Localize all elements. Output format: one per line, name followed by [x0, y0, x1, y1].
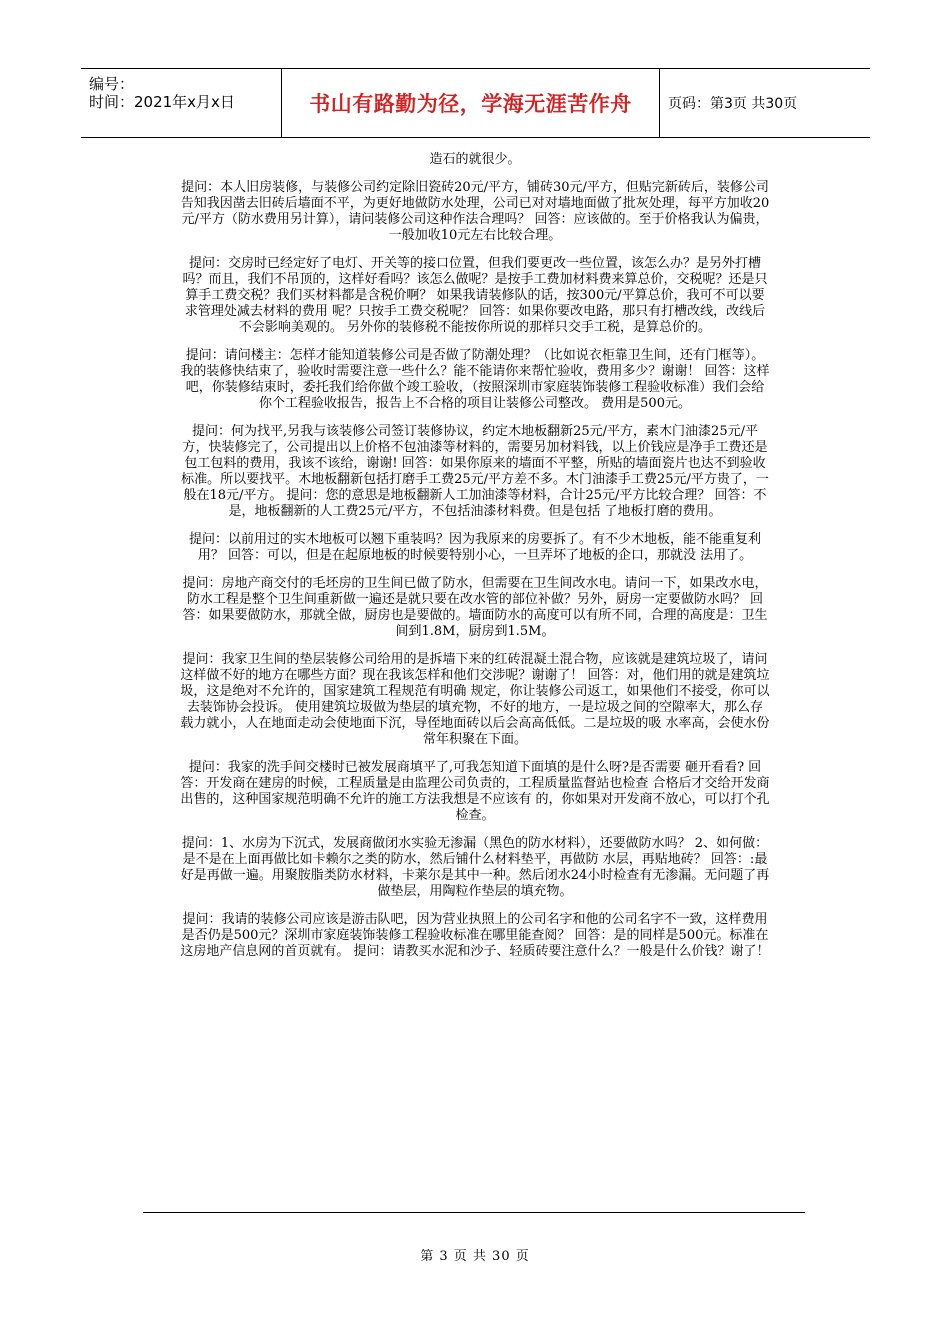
paragraph: 提问：本人旧房装修，与装修公司约定除旧瓷砖20元/平方，铺砖30元/平方，但贴完新砖后，装修公司告知我因凿去旧砖后墙面不平，为更好地做防水处理，公司已对对墙地面做了批灰处理，每平方加收20元/平方（防水费用另计算），请问装修公司这种作法合理吗？ 回答：应该做的。至于价格我认为偏贵，一般加收10元左右比较合理。	[180, 180, 770, 243]
footer-divider	[143, 1212, 805, 1213]
header-meta	[81, 69, 282, 137]
page-footer: 第 3 页 共 30 页	[420, 1249, 530, 1264]
header-motto-cell	[282, 69, 660, 137]
document-time-label: 时间：2021年x月x日	[89, 93, 235, 111]
paragraph: 造石的就很少。	[429, 152, 521, 167]
paragraph: 提问：何为找平,另我与该装修公司签订装修协议，约定木地板翻新25元/平方，素木门油漆25元/平方，快装修完了，公司提出以上价格不包油漆等材料的，需要另加材料钱，以上价钱应是净手工费还是包工包料的费用，我该不该给，谢谢! 回答：如果你原来的墙面不平整，所贴的墙面瓷片也达不到验收标准。所以要找平。木地板翻新包括打磨手工费25元/平方差不多。木门油漆手工费25元/平方贵了，一般在18元/平方。 提问：您的意思是地板翻新人工加油漆等材料，合计25元/平方比较合理？ 回答：不是，地板翻新的人工费25元/平方，不包括油漆材料费。但是包括 了地板打磨的费用。	[181, 424, 769, 519]
document-number-label: 编号：	[89, 75, 135, 93]
paragraph: 提问：请问楼主：怎样才能知道装修公司是否做了防潮处理？（比如说衣柜靠卫生间，还有门框等）。我的装修快结束了，验收时需要注意一些什么？能不能请你来帮忙验收，费用多少？谢谢！ 回答：这样吧，你装修结束时，委托我们给你做个竣工验收，（按照深圳市家庭装饰装修工程验收标准）我们会给你个工程验收报告，报告上不合格的项目让装修公司整改。 费用是500元。	[180, 348, 770, 411]
paragraph: 提问：房地产商交付的毛坯房的卫生间已做了防水，但需要在卫生间改水电。请问一下，如果改水电，防水工程是整个卫生间重新做一遍还是就只要在改水管的部位补做？另外，厨房一定要做防水吗？ 回答：如果要做防水，那就全做，厨房也是要做的。墙面防水的高度可以有所不同，合理的高度是：卫生间到1.8M，厨房到1.5M。	[182, 576, 768, 639]
header-page-info: 页码：第3页 共30页	[668, 96, 798, 112]
paragraph: 提问：我家卫生间的垫层装修公司给用的是拆墙下来的红砖混凝土混合物，应该就是建筑垃圾了，请问这样做不好的地方在哪些方面？现在我该怎样和他们交涉呢？谢谢了！ 回答：对，他们用的就是建筑垃圾，这是绝对不允许的，国家建筑工程规范有明确 规定，你让装修公司返工，如果他们不接受，你可以去装饰协会投诉。 使用建筑垃圾做为垫层的填充物，不好的地方，一是垃圾之间的空隙率大，那么存 载力就小，人在地面走动会使地面下沉，导侄地面砖以后会高高低低。二是垃圾的吸 水率高，会使水份常年积聚在下面。	[180, 652, 770, 747]
paragraph: 提问：我请的装修公司应该是游击队吧，因为营业执照上的公司名字和他的公司名字不一致，这样费用是否仍是500元？深圳市家庭装饰装修工程验收标准在哪里能查阅？ 回答：是的同样是500元。标准在这房地产信息网的首页就有。 提问：请教买水泥和沙子、轻质砖要注意什么？一般是什么价钱？谢了！	[180, 912, 770, 959]
header-motto: 书山有路勤为径，学海无涯苦作舟	[309, 92, 632, 116]
paragraph: 提问：交房时已经定好了电灯、开关等的接口位置，但我们要更改一些位置，该怎么办？是另外打槽吗？而且，我们不吊顶的，这样好看吗？该怎么做呢？是按手工费加材料费来算总价，交税呢？还是只算手工费交税？我们买材料都是含税价啊？ 如果我请装修队的话，按300元/平算总价，我可不可以要求管理处减去材料的费用 呢？只按手工费交税呢？ 回答：如果你要改电路，那只有打槽改线，改线后不会影响美观的。 另外你的装修税不能按你所说的那样只交手工税，是算总价的。	[182, 256, 768, 335]
paragraph: 提问：以前用过的实木地板可以翘下重装吗？因为我原来的房要拆了。有不少木地板，能不能重复利用？ 回答：可以，但是在起原地板的时候要特别小心，一旦弄坏了地板的企口，那就没 法用了。	[188, 532, 761, 563]
paragraph: 提问：我家的洗手间交楼时已被发展商填平了,可我怎知道下面填的是什么呀?是否需要 砸开看看? 回答：开发商在建房的时候，工程质量是由监理公司负责的，工程质量监督站也检查 合格后才交给开发商出售的，这种国家规范明确不允许的施工方法我想是不应该有 的，你如果对开发商不放心，可以打个孔检查。	[180, 760, 770, 823]
page-header	[81, 68, 870, 138]
paragraph: 提问：1、水房为下沉式，发展商做闭水实验无渗漏（黑色的防水材料），还要做防水吗？ 2、如何做：是不是在上面再做比如卡赖尔之类的防水，然后铺什么材料垫平，再做防 水层，再贴地砖？ 回答：:最好是再做一遍。用聚胺脂类防水材料，卡莱尔是其中一种。然后闭水24小时检查有无渗漏。无问题了再做垫层，用陶粒作垫层的填充物。	[180, 836, 770, 899]
document-body	[180, 152, 770, 972]
